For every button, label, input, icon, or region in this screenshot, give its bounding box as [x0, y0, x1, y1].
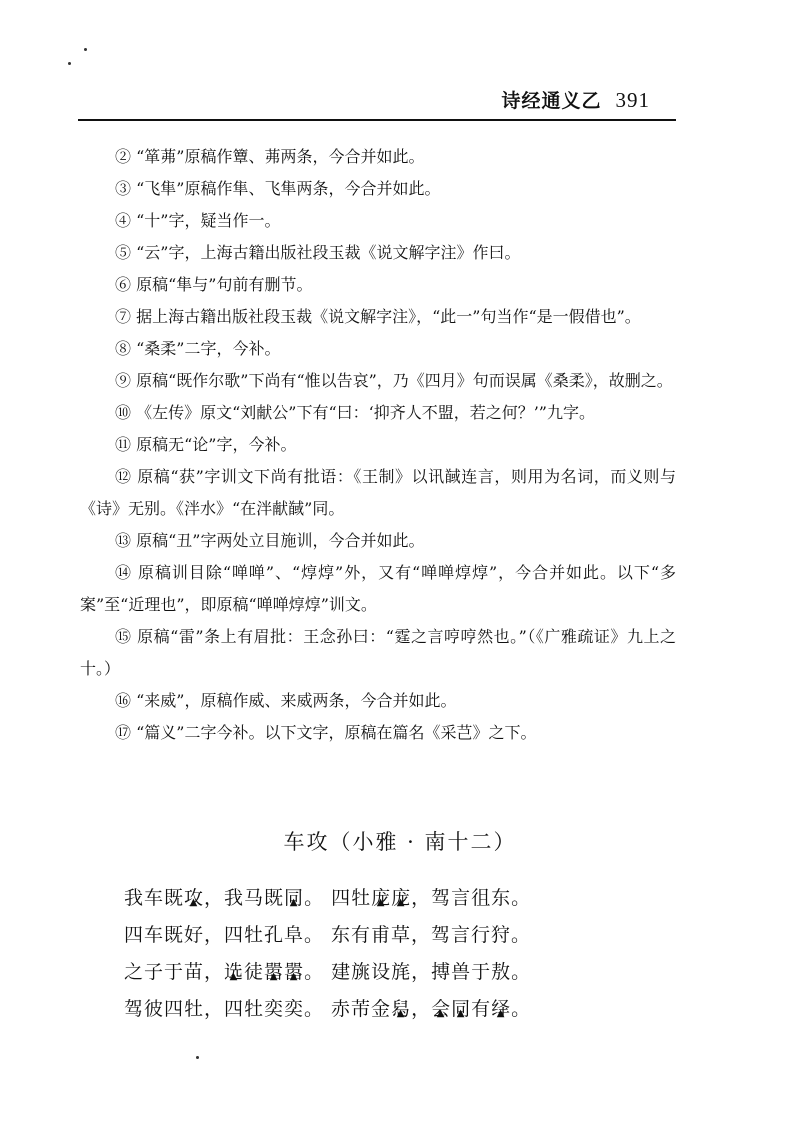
poem-text: 。 — [511, 998, 532, 1020]
endnote: ⑫ 原稿“获”字训文下尚有批语：《王制》以讯馘连言，则用为名词，而义则与《诗》无别。《泮水》“在泮献馘”同。 — [80, 467, 676, 518]
emphasized-character: 攻 ▲ — [184, 880, 204, 917]
endnote: ⑥ 原稿“隼与”句前有删节。 — [115, 275, 313, 294]
endnotes — [80, 141, 676, 749]
endnote: ⑬ 原稿“丑”字两处立目施训，今合并如此。 — [115, 531, 425, 550]
poem-text: ， — [411, 998, 432, 1020]
poem-text: 我车既 — [124, 887, 185, 909]
endnote: ⑰ “篇义”二字今补。以下文字，原稿在篇名《采芑》之下。 — [115, 723, 537, 742]
scan-speck — [84, 48, 87, 51]
poem-text: 。 建旐设旄，搏兽于敖。 — [304, 961, 532, 983]
endnote: ⑭ 原稿训目除“啴啴”、“焞焞”外，又有“啴啴焞焞”，今合并如此。以下“多案”至“近理也”，即原稿“啴啴焞焞”训文。 — [80, 563, 676, 614]
poem-line — [124, 917, 531, 954]
endnote: ⑩ 《左传》原文“刘献公”下有“曰：‘抑齐人不盟，若之何？’”九字。 — [115, 403, 595, 422]
emphasized-character: 舄 ▲ — [391, 991, 411, 1028]
endnote: ⑯ “来威”，原稿作威、来威两条，今合并如此。 — [115, 691, 457, 710]
poem-text: ，我马既 — [204, 887, 285, 909]
scan-speck — [196, 1056, 199, 1059]
section-title: 车攻（小雅 · 南十二） — [283, 830, 517, 854]
endnote: ⑧ “桑柔”二字，今补。 — [115, 339, 281, 358]
book-title: 诗经通义乙 — [501, 90, 602, 112]
poem-text: 徒 — [244, 961, 265, 983]
poem-text: 四车既好，四牡孔阜。 东有甫草，驾言行狩。 — [124, 924, 532, 946]
emphasized-character: 会 ▲ — [431, 991, 451, 1028]
endnote: ③ “飞隼”原稿作隼、飞隼两条，今合并如此。 — [115, 179, 441, 198]
endnote: ⑪ 原稿无“论”字，今补。 — [115, 435, 297, 454]
endnote: ⑦ 据上海古籍出版社段玉裁《说文解字注》，“此一”句当作“是一假借也”。 — [115, 307, 641, 326]
page-number: 391 — [615, 88, 650, 112]
poem-text: 之子于苗， — [124, 961, 225, 983]
endnote: ⑨ 原稿“既作尔歌”下尚有“惟以告哀”，乃《四月》句而误属《桑柔》，故删之。 — [115, 371, 673, 390]
scan-speck — [68, 62, 71, 65]
emphasized-character: 同 ▲ — [451, 991, 471, 1028]
poem-line — [124, 954, 531, 991]
emphasized-character: 庞 ▲ — [371, 880, 391, 917]
emphasized-character: 嚣 ▲ — [284, 954, 304, 991]
endnote: ④ “十”字，疑当作一。 — [115, 211, 281, 230]
emphasized-character: 嚣 ▲ — [264, 954, 284, 991]
running-head — [501, 86, 650, 113]
emphasized-character: 同 ▲ — [284, 880, 304, 917]
poem-line — [124, 880, 531, 917]
endnote: ⑤ “云”字，上海古籍出版社段玉裁《说文解字注》作曰。 — [115, 243, 521, 262]
poem-line — [124, 991, 531, 1028]
emphasized-character: 绎 ▲ — [491, 991, 511, 1028]
poem-text: 。 四牡 — [304, 887, 372, 909]
endnote: ② “箪茀”原稿作簟、茀两条，今合并如此。 — [115, 147, 425, 166]
emphasized-character: 庞 ▲ — [391, 880, 411, 917]
poem-text: ，驾言徂东。 — [411, 887, 532, 909]
poem — [124, 880, 531, 1028]
poem-text: 有 — [471, 998, 492, 1020]
emphasized-character: 选 ▲ — [224, 954, 244, 991]
header-rule — [78, 119, 676, 121]
poem-text: 驾彼四牡，四牡奕奕。 赤芾金 — [124, 998, 392, 1020]
endnote: ⑮ 原稿“雷”条上有眉批：王念孙曰：“霆之言哼哼然也。”（《广雅疏证》九上之十。） — [80, 627, 676, 678]
